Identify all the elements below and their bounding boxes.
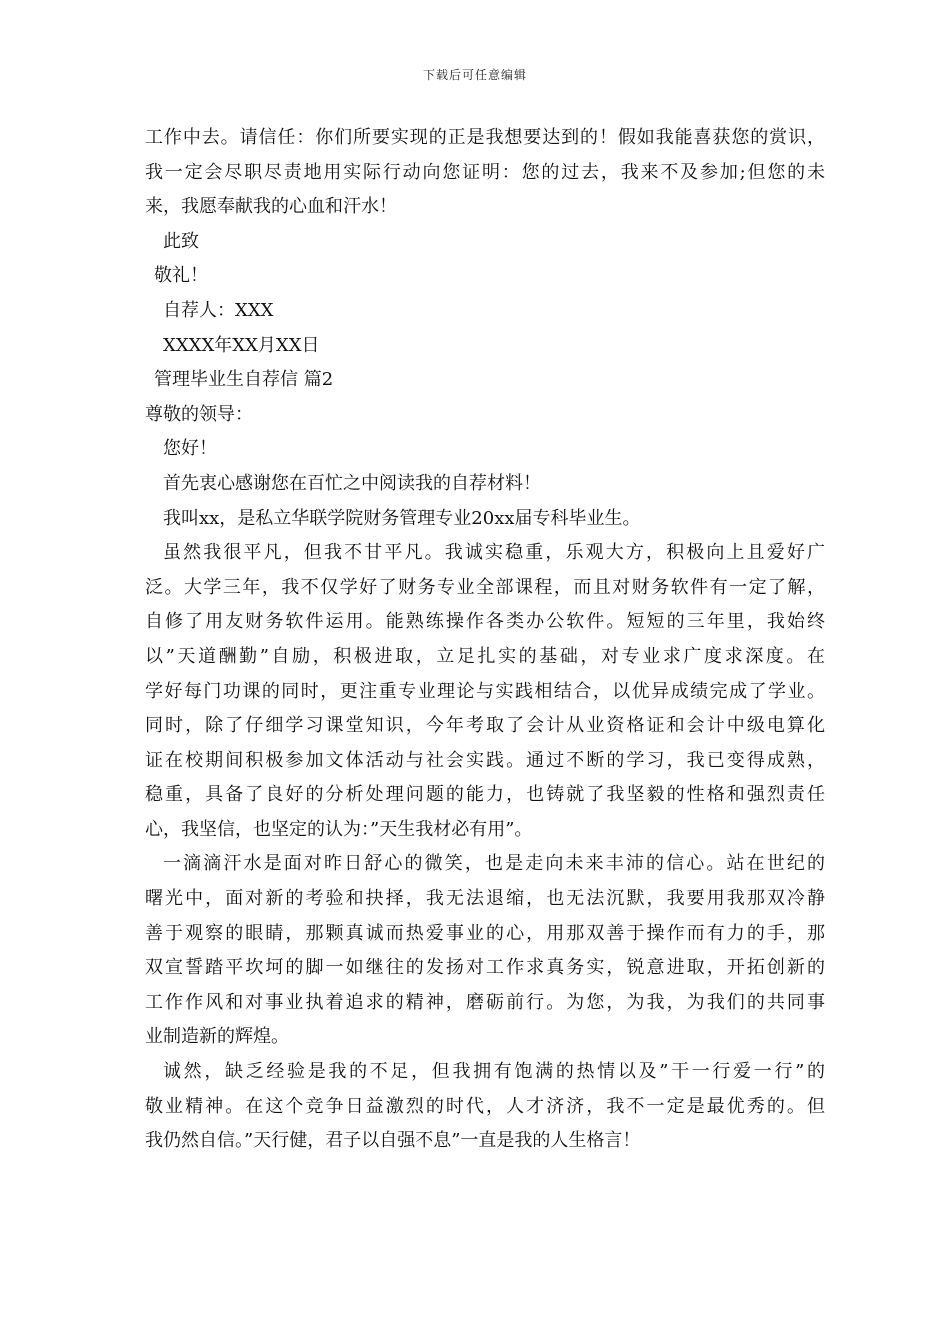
text-line: 善于观察的眼睛，那颗真诚而热爱事业的心，用那双善于操作而有力的手，那	[145, 922, 825, 944]
text-line: 诚然，缺乏经验是我的不足，但我拥有饱满的热情以及”干一行爱一行”的	[163, 1061, 825, 1083]
text-line: 自修了用友财务软件运用。能熟练操作各类办公软件。短短的三年里，我始终	[145, 611, 825, 633]
text-line: 以”天道酬勤”自励，积极进取，立足扎实的基础，对专业求广度求深度。在	[145, 645, 825, 667]
page-header-note: 下载后可任意编辑	[422, 68, 527, 82]
text-line: 敬业精神。在这个竞争日益激烈的时代，人才济济，我不一定是最优秀的。但	[145, 1095, 825, 1117]
text-line: 稳重，具备了良好的分析处理问题的能力，也铸就了我坚毅的性格和强烈责任	[145, 784, 825, 806]
section-heading: 管理毕业生自荐信 篇2	[154, 369, 334, 391]
text-line: 证在校期间积极参加文体活动与社会实践。通过不断的学习，我已变得成熟，	[145, 749, 825, 771]
text-line: 来，我愿奉献我的心血和汗水！	[145, 196, 397, 218]
text-line: 我仍然自信。”天行健，君子以自强不息”一直是我的人生格言！	[145, 1130, 641, 1152]
greeting-line: 尊敬的领导：	[145, 403, 253, 425]
text-line: 我叫xx，是私立华联学院财务管理专业20xx届专科毕业生。	[163, 507, 641, 529]
signature-line: 自荐人：XXX	[163, 299, 274, 321]
closing-salutation: 此致	[163, 230, 199, 252]
text-line: 心，我坚信，也坚定的认为：”天生我材必有用”。	[145, 818, 533, 840]
text-line: 双宣誓踏平坎坷的脚一如继往的发扬对工作求真务实，锐意进取，开拓创新的	[145, 957, 825, 979]
text-line: 学好每门功课的同时，更注重专业理论与实践相结合，以优异成绩完成了学业。	[145, 680, 825, 702]
text-line: 我一定会尽职尽责地用实际行动向您证明：您的过去，我来不及参加;但您的未	[145, 161, 825, 183]
text-line: 同时，除了仔细学习课堂知识，今年考取了会计从业资格证和会计中级电算化	[145, 715, 825, 737]
closing-regards: 敬礼！	[154, 265, 208, 287]
text-line: 工作中去。请信任：你们所要实现的正是我想要达到的！假如我能喜获您的赏识，	[145, 127, 825, 148]
text-line: 虽然我很平凡，但我不甘平凡。我诚实稳重，乐观大方，积极向上且爱好广	[163, 542, 825, 564]
text-line: 首先衷心感谢您在百忙之中阅读我的自荐材料！	[163, 472, 541, 494]
text-line: 您好！	[163, 438, 217, 460]
date-line: XXXX年XX月XX日	[163, 334, 320, 356]
text-line: 曙光中，面对新的考验和抉择，我无法退缩，也无法沉默，我要用我那双冷静	[145, 888, 825, 910]
text-line: 工作作风和对事业执着追求的精神，磨砺前行。为您，为我，为我们的共同事	[145, 991, 825, 1013]
text-line: 一滴滴汗水是面对昨日舒心的微笑，也是走向未来丰沛的信心。站在世纪的	[163, 853, 825, 875]
text-line: 业制造新的辉煌。	[145, 1026, 289, 1048]
text-line: 泛。大学三年，我不仅学好了财务专业全部课程，而且对财务软件有一定了解，	[145, 576, 825, 598]
document-body	[145, 121, 825, 1159]
